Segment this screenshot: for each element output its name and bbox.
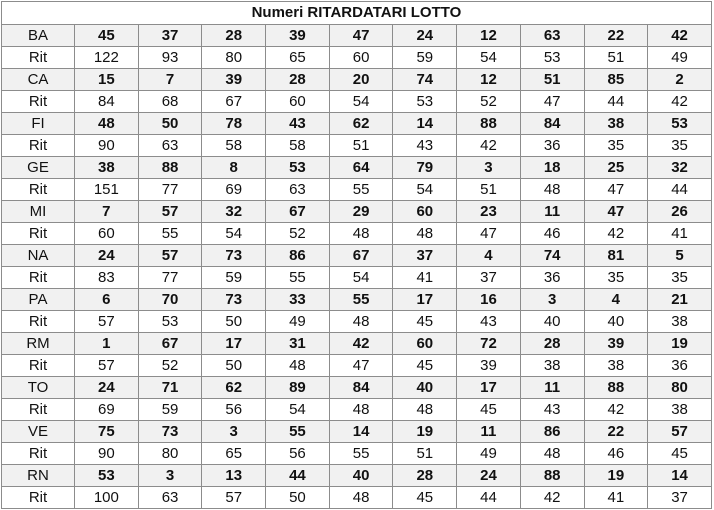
delay-cell: 63 bbox=[266, 179, 330, 201]
delay-cell: 41 bbox=[648, 223, 712, 245]
delay-cell: 48 bbox=[266, 355, 330, 377]
delay-cell: 54 bbox=[329, 267, 393, 289]
delay-cell: 46 bbox=[520, 223, 584, 245]
number-cell: 14 bbox=[648, 465, 712, 487]
delay-cell: 51 bbox=[393, 443, 457, 465]
delay-cell: 48 bbox=[520, 179, 584, 201]
number-cell: 62 bbox=[202, 377, 266, 399]
delay-cell: 49 bbox=[648, 47, 712, 69]
numbers-row-ve bbox=[2, 421, 712, 443]
numbers-row-ca bbox=[2, 69, 712, 91]
delay-cell: 47 bbox=[457, 223, 521, 245]
number-cell: 53 bbox=[648, 113, 712, 135]
number-cell: 86 bbox=[520, 421, 584, 443]
delay-cell: 42 bbox=[584, 399, 648, 421]
number-cell: 19 bbox=[584, 465, 648, 487]
rit-label: Rit bbox=[2, 135, 75, 157]
delay-cell: 100 bbox=[75, 487, 139, 509]
delay-cell: 60 bbox=[329, 47, 393, 69]
number-cell: 14 bbox=[393, 113, 457, 135]
delay-cell: 58 bbox=[266, 135, 330, 157]
wheel-name: NA bbox=[2, 245, 75, 267]
delay-cell: 80 bbox=[138, 443, 202, 465]
delay-cell: 122 bbox=[75, 47, 139, 69]
number-cell: 25 bbox=[584, 157, 648, 179]
number-cell: 53 bbox=[75, 465, 139, 487]
delay-cell: 43 bbox=[520, 399, 584, 421]
number-cell: 88 bbox=[584, 377, 648, 399]
delay-cell: 41 bbox=[393, 267, 457, 289]
number-cell: 63 bbox=[520, 25, 584, 47]
number-cell: 23 bbox=[457, 201, 521, 223]
delay-cell: 41 bbox=[584, 487, 648, 509]
number-cell: 38 bbox=[75, 157, 139, 179]
numbers-row-ge bbox=[2, 157, 712, 179]
delay-cell: 69 bbox=[202, 179, 266, 201]
numbers-row-to bbox=[2, 377, 712, 399]
number-cell: 80 bbox=[648, 377, 712, 399]
delay-cell: 48 bbox=[329, 223, 393, 245]
delay-cell: 65 bbox=[202, 443, 266, 465]
number-cell: 7 bbox=[75, 201, 139, 223]
delay-cell: 68 bbox=[138, 91, 202, 113]
delay-cell: 37 bbox=[648, 487, 712, 509]
delay-cell: 36 bbox=[520, 267, 584, 289]
number-cell: 39 bbox=[584, 333, 648, 355]
wheel-name: RM bbox=[2, 333, 75, 355]
delay-cell: 54 bbox=[266, 399, 330, 421]
delay-cell: 37 bbox=[457, 267, 521, 289]
numbers-row-fi bbox=[2, 113, 712, 135]
delay-cell: 36 bbox=[520, 135, 584, 157]
delay-row-ca bbox=[2, 91, 712, 113]
delay-row-rn bbox=[2, 487, 712, 509]
number-cell: 84 bbox=[329, 377, 393, 399]
wheel-name: GE bbox=[2, 157, 75, 179]
number-cell: 43 bbox=[266, 113, 330, 135]
delay-cell: 42 bbox=[457, 135, 521, 157]
wheel-name: CA bbox=[2, 69, 75, 91]
number-cell: 45 bbox=[75, 25, 139, 47]
number-cell: 74 bbox=[393, 69, 457, 91]
ritardatari-table bbox=[1, 1, 712, 509]
number-cell: 11 bbox=[520, 377, 584, 399]
delay-cell: 90 bbox=[75, 443, 139, 465]
delay-cell: 63 bbox=[138, 487, 202, 509]
number-cell: 19 bbox=[648, 333, 712, 355]
delay-cell: 52 bbox=[457, 91, 521, 113]
number-cell: 32 bbox=[202, 201, 266, 223]
number-cell: 24 bbox=[457, 465, 521, 487]
number-cell: 57 bbox=[138, 245, 202, 267]
delay-cell: 54 bbox=[457, 47, 521, 69]
rit-label: Rit bbox=[2, 47, 75, 69]
delay-cell: 47 bbox=[329, 355, 393, 377]
delay-cell: 35 bbox=[584, 267, 648, 289]
delay-cell: 45 bbox=[393, 311, 457, 333]
number-cell: 15 bbox=[75, 69, 139, 91]
delay-cell: 49 bbox=[457, 443, 521, 465]
delay-cell: 59 bbox=[202, 267, 266, 289]
wheel-name: FI bbox=[2, 113, 75, 135]
number-cell: 42 bbox=[329, 333, 393, 355]
number-cell: 18 bbox=[520, 157, 584, 179]
rit-label: Rit bbox=[2, 223, 75, 245]
rit-label: Rit bbox=[2, 267, 75, 289]
delay-cell: 44 bbox=[648, 179, 712, 201]
number-cell: 3 bbox=[138, 465, 202, 487]
delay-cell: 43 bbox=[457, 311, 521, 333]
number-cell: 84 bbox=[520, 113, 584, 135]
delay-cell: 50 bbox=[202, 311, 266, 333]
delay-cell: 45 bbox=[393, 355, 457, 377]
number-cell: 1 bbox=[75, 333, 139, 355]
delay-cell: 46 bbox=[584, 443, 648, 465]
delay-cell: 48 bbox=[329, 487, 393, 509]
delay-cell: 48 bbox=[520, 443, 584, 465]
number-cell: 3 bbox=[520, 289, 584, 311]
delay-cell: 45 bbox=[648, 443, 712, 465]
number-cell: 8 bbox=[202, 157, 266, 179]
number-cell: 70 bbox=[138, 289, 202, 311]
number-cell: 20 bbox=[329, 69, 393, 91]
delay-cell: 44 bbox=[457, 487, 521, 509]
number-cell: 11 bbox=[520, 201, 584, 223]
number-cell: 88 bbox=[520, 465, 584, 487]
delay-cell: 54 bbox=[393, 179, 457, 201]
rit-label: Rit bbox=[2, 179, 75, 201]
number-cell: 60 bbox=[393, 333, 457, 355]
number-cell: 32 bbox=[648, 157, 712, 179]
wheel-name: MI bbox=[2, 201, 75, 223]
delay-cell: 50 bbox=[266, 487, 330, 509]
number-cell: 22 bbox=[584, 421, 648, 443]
delay-cell: 57 bbox=[75, 355, 139, 377]
delay-cell: 151 bbox=[75, 179, 139, 201]
delay-cell: 84 bbox=[75, 91, 139, 113]
delay-cell: 55 bbox=[138, 223, 202, 245]
delay-cell: 80 bbox=[202, 47, 266, 69]
number-cell: 67 bbox=[138, 333, 202, 355]
number-cell: 33 bbox=[266, 289, 330, 311]
delay-row-ba bbox=[2, 47, 712, 69]
number-cell: 50 bbox=[138, 113, 202, 135]
number-cell: 73 bbox=[138, 421, 202, 443]
number-cell: 67 bbox=[266, 201, 330, 223]
number-cell: 24 bbox=[75, 377, 139, 399]
delay-cell: 35 bbox=[648, 135, 712, 157]
delay-cell: 51 bbox=[329, 135, 393, 157]
number-cell: 29 bbox=[329, 201, 393, 223]
delay-cell: 43 bbox=[393, 135, 457, 157]
number-cell: 3 bbox=[202, 421, 266, 443]
delay-cell: 38 bbox=[520, 355, 584, 377]
number-cell: 88 bbox=[457, 113, 521, 135]
number-cell: 21 bbox=[648, 289, 712, 311]
number-cell: 37 bbox=[138, 25, 202, 47]
number-cell: 6 bbox=[75, 289, 139, 311]
numbers-row-rn bbox=[2, 465, 712, 487]
delay-cell: 55 bbox=[329, 443, 393, 465]
delay-cell: 90 bbox=[75, 135, 139, 157]
number-cell: 28 bbox=[520, 333, 584, 355]
delay-cell: 38 bbox=[648, 311, 712, 333]
number-cell: 11 bbox=[457, 421, 521, 443]
numbers-row-rm bbox=[2, 333, 712, 355]
delay-row-mi bbox=[2, 223, 712, 245]
delay-cell: 56 bbox=[202, 399, 266, 421]
number-cell: 12 bbox=[457, 25, 521, 47]
numbers-row-pa bbox=[2, 289, 712, 311]
delay-cell: 47 bbox=[520, 91, 584, 113]
number-cell: 7 bbox=[138, 69, 202, 91]
delay-cell: 52 bbox=[138, 355, 202, 377]
delay-cell: 58 bbox=[202, 135, 266, 157]
number-cell: 39 bbox=[266, 25, 330, 47]
delay-cell: 54 bbox=[202, 223, 266, 245]
number-cell: 17 bbox=[457, 377, 521, 399]
number-cell: 57 bbox=[648, 421, 712, 443]
number-cell: 62 bbox=[329, 113, 393, 135]
wheel-name: BA bbox=[2, 25, 75, 47]
number-cell: 2 bbox=[648, 69, 712, 91]
rit-label: Rit bbox=[2, 91, 75, 113]
delay-cell: 57 bbox=[202, 487, 266, 509]
number-cell: 28 bbox=[266, 69, 330, 91]
rit-label: Rit bbox=[2, 355, 75, 377]
delay-row-ve bbox=[2, 443, 712, 465]
number-cell: 39 bbox=[202, 69, 266, 91]
delay-cell: 56 bbox=[266, 443, 330, 465]
delay-cell: 83 bbox=[75, 267, 139, 289]
delay-cell: 35 bbox=[648, 267, 712, 289]
number-cell: 3 bbox=[457, 157, 521, 179]
delay-cell: 53 bbox=[138, 311, 202, 333]
number-cell: 57 bbox=[138, 201, 202, 223]
number-cell: 28 bbox=[393, 465, 457, 487]
delay-cell: 51 bbox=[584, 47, 648, 69]
delay-cell: 77 bbox=[138, 267, 202, 289]
number-cell: 55 bbox=[266, 421, 330, 443]
wheel-name: VE bbox=[2, 421, 75, 443]
lotto-table-container bbox=[1, 1, 712, 509]
delay-cell: 65 bbox=[266, 47, 330, 69]
number-cell: 5 bbox=[648, 245, 712, 267]
table-title: Numeri RITARDATARI LOTTO bbox=[2, 2, 712, 25]
delay-cell: 67 bbox=[202, 91, 266, 113]
number-cell: 71 bbox=[138, 377, 202, 399]
delay-cell: 40 bbox=[584, 311, 648, 333]
number-cell: 13 bbox=[202, 465, 266, 487]
number-cell: 19 bbox=[393, 421, 457, 443]
number-cell: 4 bbox=[457, 245, 521, 267]
number-cell: 38 bbox=[584, 113, 648, 135]
delay-cell: 42 bbox=[584, 223, 648, 245]
delay-row-rm bbox=[2, 355, 712, 377]
delay-cell: 48 bbox=[393, 399, 457, 421]
delay-row-fi bbox=[2, 135, 712, 157]
number-cell: 12 bbox=[457, 69, 521, 91]
number-cell: 86 bbox=[266, 245, 330, 267]
number-cell: 28 bbox=[202, 25, 266, 47]
rit-label: Rit bbox=[2, 487, 75, 509]
number-cell: 60 bbox=[393, 201, 457, 223]
delay-cell: 44 bbox=[584, 91, 648, 113]
number-cell: 40 bbox=[329, 465, 393, 487]
numbers-row-mi bbox=[2, 201, 712, 223]
delay-cell: 54 bbox=[329, 91, 393, 113]
number-cell: 51 bbox=[520, 69, 584, 91]
delay-cell: 36 bbox=[648, 355, 712, 377]
delay-row-to bbox=[2, 399, 712, 421]
number-cell: 14 bbox=[329, 421, 393, 443]
number-cell: 53 bbox=[266, 157, 330, 179]
delay-cell: 48 bbox=[393, 223, 457, 245]
rit-label: Rit bbox=[2, 399, 75, 421]
number-cell: 85 bbox=[584, 69, 648, 91]
number-cell: 79 bbox=[393, 157, 457, 179]
delay-cell: 48 bbox=[329, 311, 393, 333]
title-row bbox=[2, 2, 712, 25]
delay-cell: 63 bbox=[138, 135, 202, 157]
number-cell: 24 bbox=[393, 25, 457, 47]
delay-cell: 60 bbox=[75, 223, 139, 245]
numbers-row-ba bbox=[2, 25, 712, 47]
number-cell: 47 bbox=[329, 25, 393, 47]
number-cell: 24 bbox=[75, 245, 139, 267]
delay-cell: 38 bbox=[584, 355, 648, 377]
number-cell: 55 bbox=[329, 289, 393, 311]
number-cell: 37 bbox=[393, 245, 457, 267]
delay-cell: 77 bbox=[138, 179, 202, 201]
delay-cell: 47 bbox=[584, 179, 648, 201]
number-cell: 78 bbox=[202, 113, 266, 135]
number-cell: 89 bbox=[266, 377, 330, 399]
numbers-row-na bbox=[2, 245, 712, 267]
delay-cell: 57 bbox=[75, 311, 139, 333]
delay-cell: 50 bbox=[202, 355, 266, 377]
delay-cell: 40 bbox=[520, 311, 584, 333]
number-cell: 81 bbox=[584, 245, 648, 267]
delay-cell: 60 bbox=[266, 91, 330, 113]
number-cell: 72 bbox=[457, 333, 521, 355]
number-cell: 40 bbox=[393, 377, 457, 399]
number-cell: 4 bbox=[584, 289, 648, 311]
number-cell: 48 bbox=[75, 113, 139, 135]
delay-cell: 35 bbox=[584, 135, 648, 157]
delay-cell: 42 bbox=[648, 91, 712, 113]
number-cell: 73 bbox=[202, 289, 266, 311]
delay-cell: 49 bbox=[266, 311, 330, 333]
delay-cell: 93 bbox=[138, 47, 202, 69]
number-cell: 75 bbox=[75, 421, 139, 443]
delay-cell: 39 bbox=[457, 355, 521, 377]
delay-row-na bbox=[2, 267, 712, 289]
delay-cell: 48 bbox=[329, 399, 393, 421]
delay-cell: 53 bbox=[393, 91, 457, 113]
number-cell: 42 bbox=[648, 25, 712, 47]
delay-cell: 59 bbox=[393, 47, 457, 69]
delay-cell: 42 bbox=[520, 487, 584, 509]
rit-label: Rit bbox=[2, 443, 75, 465]
number-cell: 22 bbox=[584, 25, 648, 47]
delay-cell: 38 bbox=[648, 399, 712, 421]
table-body bbox=[2, 25, 712, 509]
delay-cell: 45 bbox=[393, 487, 457, 509]
number-cell: 31 bbox=[266, 333, 330, 355]
number-cell: 16 bbox=[457, 289, 521, 311]
number-cell: 74 bbox=[520, 245, 584, 267]
wheel-name: PA bbox=[2, 289, 75, 311]
number-cell: 67 bbox=[329, 245, 393, 267]
delay-cell: 51 bbox=[457, 179, 521, 201]
delay-cell: 52 bbox=[266, 223, 330, 245]
number-cell: 44 bbox=[266, 465, 330, 487]
number-cell: 17 bbox=[202, 333, 266, 355]
rit-label: Rit bbox=[2, 311, 75, 333]
delay-row-ge bbox=[2, 179, 712, 201]
number-cell: 47 bbox=[584, 201, 648, 223]
number-cell: 64 bbox=[329, 157, 393, 179]
wheel-name: TO bbox=[2, 377, 75, 399]
delay-cell: 55 bbox=[329, 179, 393, 201]
delay-row-pa bbox=[2, 311, 712, 333]
delay-cell: 69 bbox=[75, 399, 139, 421]
number-cell: 88 bbox=[138, 157, 202, 179]
number-cell: 17 bbox=[393, 289, 457, 311]
delay-cell: 53 bbox=[520, 47, 584, 69]
delay-cell: 55 bbox=[266, 267, 330, 289]
delay-cell: 59 bbox=[138, 399, 202, 421]
number-cell: 73 bbox=[202, 245, 266, 267]
delay-cell: 45 bbox=[457, 399, 521, 421]
wheel-name: RN bbox=[2, 465, 75, 487]
number-cell: 26 bbox=[648, 201, 712, 223]
